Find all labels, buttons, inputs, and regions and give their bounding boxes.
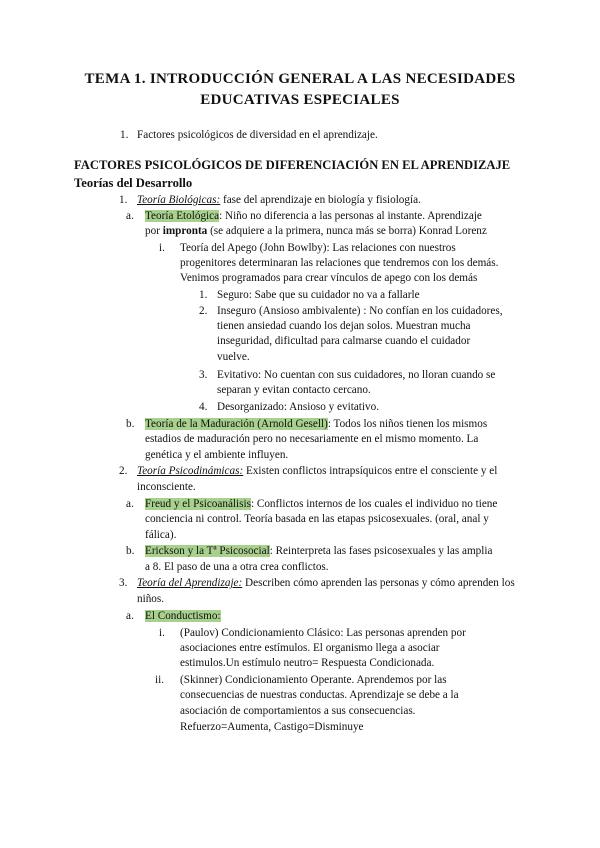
t1-number: 1. — [119, 194, 128, 206]
section-subheading: Teorías del Desarrollo — [74, 176, 193, 190]
t3-line-1 — [137, 576, 515, 591]
t3aii-line-3: asociación de comportamientos a sus consecuencias. — [180, 705, 416, 717]
t2b-line-1 — [145, 544, 492, 559]
t3-text-1: Describen cómo aprenden las personas y cómo aprenden los — [242, 577, 515, 589]
section-heading: FACTORES PSICOLÓGICOS DE DIFERENCIACIÓN EN EL APRENDIZAJE — [74, 158, 511, 172]
t2b-highlight: Erickson y la Tª Psicosocial — [145, 545, 270, 557]
apego-item-4-line-1: Desorganizado: Ansioso y evitativo. — [217, 401, 379, 413]
apego-item-3-line-2: separan y evitan contacto cercano. — [217, 384, 371, 396]
apego-item-3-line-1: Evitativo: No cuentan con sus cuidadores, no lloran cuando se — [217, 369, 496, 381]
apego-item-3-number: 3. — [199, 369, 208, 381]
t1a-letter: a. — [126, 210, 134, 222]
t2b-line-2: a 8. El paso de una a otra crea conflictos. — [145, 561, 329, 573]
t3aii-line-2: consecuencias de nuestras conductas. Aprendizaje se debe a la — [180, 689, 459, 701]
t2b-letter: b. — [126, 545, 135, 557]
t3a-letter: a. — [126, 610, 134, 622]
t2a-text-1: : Conflictos internos de los cuales el individuo no tiene — [250, 498, 498, 510]
t3ai-roman: i. — [159, 627, 165, 639]
t2a-line-3: fálica). — [145, 529, 177, 541]
t1ai-line-2: progenitores determinaran las relaciones que tendremos con los demás. — [180, 257, 499, 269]
t3aii-line-4: Refuerzo=Aumenta, Castigo=Disminuye — [180, 721, 364, 733]
t1a-highlight: Teoría Etológica — [145, 210, 220, 222]
t1ai-line-1: Teoría del Apego (John Bowlby): Las relaciones con nuestros — [180, 242, 456, 254]
t2-number: 2. — [119, 465, 128, 477]
t2a-highlight: Freud y el Psicoanálisis — [145, 498, 251, 510]
t2a-line-2: conciencia ni control. Teoría basada en las etapas psicosexuales. (oral, anal y — [145, 513, 489, 525]
t1a-text-2c: (se adquiere a la primera, nunca más se borra) Konrad Lorenz — [207, 225, 487, 237]
t1a-text-1: : Niño no diferencia a las personas al instante. Aprendizaje — [219, 210, 482, 222]
apego-item-2-number: 2. — [199, 305, 208, 317]
doc-title-line-1: TEMA 1. INTRODUCCIÓN GENERAL A LAS NECESIDADES — [84, 71, 516, 87]
apego-item-1-number: 1. — [199, 289, 208, 301]
t1b-text-1: : Todos los niños tienen los mismos — [327, 418, 488, 430]
t1a-line-2 — [145, 224, 487, 239]
t2-line-1 — [137, 464, 497, 479]
t2-term: Teoría Psicodinámicas: — [137, 465, 244, 477]
apego-item-1-line-1: Seguro: Sabe que su cuidador no va a fallarle — [217, 289, 420, 301]
t3-number: 3. — [119, 577, 128, 589]
apego-item-2-line-2: tienen ansiedad cuando los dejan solos. Muestran mucha — [217, 320, 471, 332]
intro-text: Factores psicológicos de diversidad en el aprendizaje. — [137, 129, 378, 141]
t1b-line-1 — [145, 417, 487, 432]
t1-text: fase del aprendizaje en biología y fisiología. — [220, 194, 421, 206]
t3ai-line-1: (Paulov) Condicionamiento Clásico: Las personas aprenden por — [180, 627, 466, 639]
t1a-bold-term: impronta — [162, 225, 208, 237]
t1a-line-1 — [145, 209, 482, 224]
t2-line-2: inconsciente. — [137, 481, 196, 493]
apego-item-2-line-1: Inseguro (Ansioso ambivalente) : No confían en los cuidadores, — [217, 305, 503, 317]
t2b-text-1: : Reinterpreta las fases psicosexuales y las amplia — [269, 545, 493, 557]
t3-term: Teoría del Aprendizaje: — [137, 577, 243, 589]
t1-line — [137, 193, 421, 208]
t2-text-1: Existen conflictos intrapsíquicos entre el consciente y el — [243, 465, 498, 477]
t3-line-2: niños. — [137, 593, 165, 605]
t1b-letter: b. — [126, 418, 135, 430]
t2a-letter: a. — [126, 498, 134, 510]
doc-title-line-2: EDUCATIVAS ESPECIALES — [200, 92, 400, 108]
t1a-text-2a: por — [145, 225, 163, 237]
apego-item-2-line-3: inseguridad, dificultad para calmarse cuando el cuidador — [217, 335, 471, 347]
intro-number: 1. — [120, 129, 129, 141]
t1b-highlight: Teoría de la Maduración (Arnold Gesell) — [145, 418, 328, 430]
t2a-line-1 — [145, 497, 497, 512]
t3aii-roman: ii. — [155, 674, 165, 686]
t1b-line-2: estadios de maduración pero no necesariamente en el mismo momento. La — [145, 433, 479, 445]
t1b-line-3: genética y el ambiente influyen. — [145, 449, 289, 461]
t3aii-line-1: (Skinner) Condicionamiento Operante. Aprendemos por las — [180, 674, 447, 686]
t1-term: Teoría Biológicas: — [137, 194, 221, 206]
t1ai-roman: i. — [159, 242, 165, 254]
t3a-highlight: El Conductismo: — [145, 610, 221, 622]
t3a-line-1 — [145, 609, 221, 624]
t3ai-line-2: asociaciones entre estímulos. El organismo llega a asociar — [180, 642, 440, 654]
t3ai-line-3: estimulos.Un estímulo neutro= Respuesta Condicionada. — [180, 657, 435, 669]
apego-item-4-number: 4. — [199, 401, 208, 413]
apego-item-2-line-4: vuelve. — [217, 351, 250, 363]
t1ai-line-3: Venimos programados para crear vínculos de apego con los demás — [180, 272, 478, 284]
